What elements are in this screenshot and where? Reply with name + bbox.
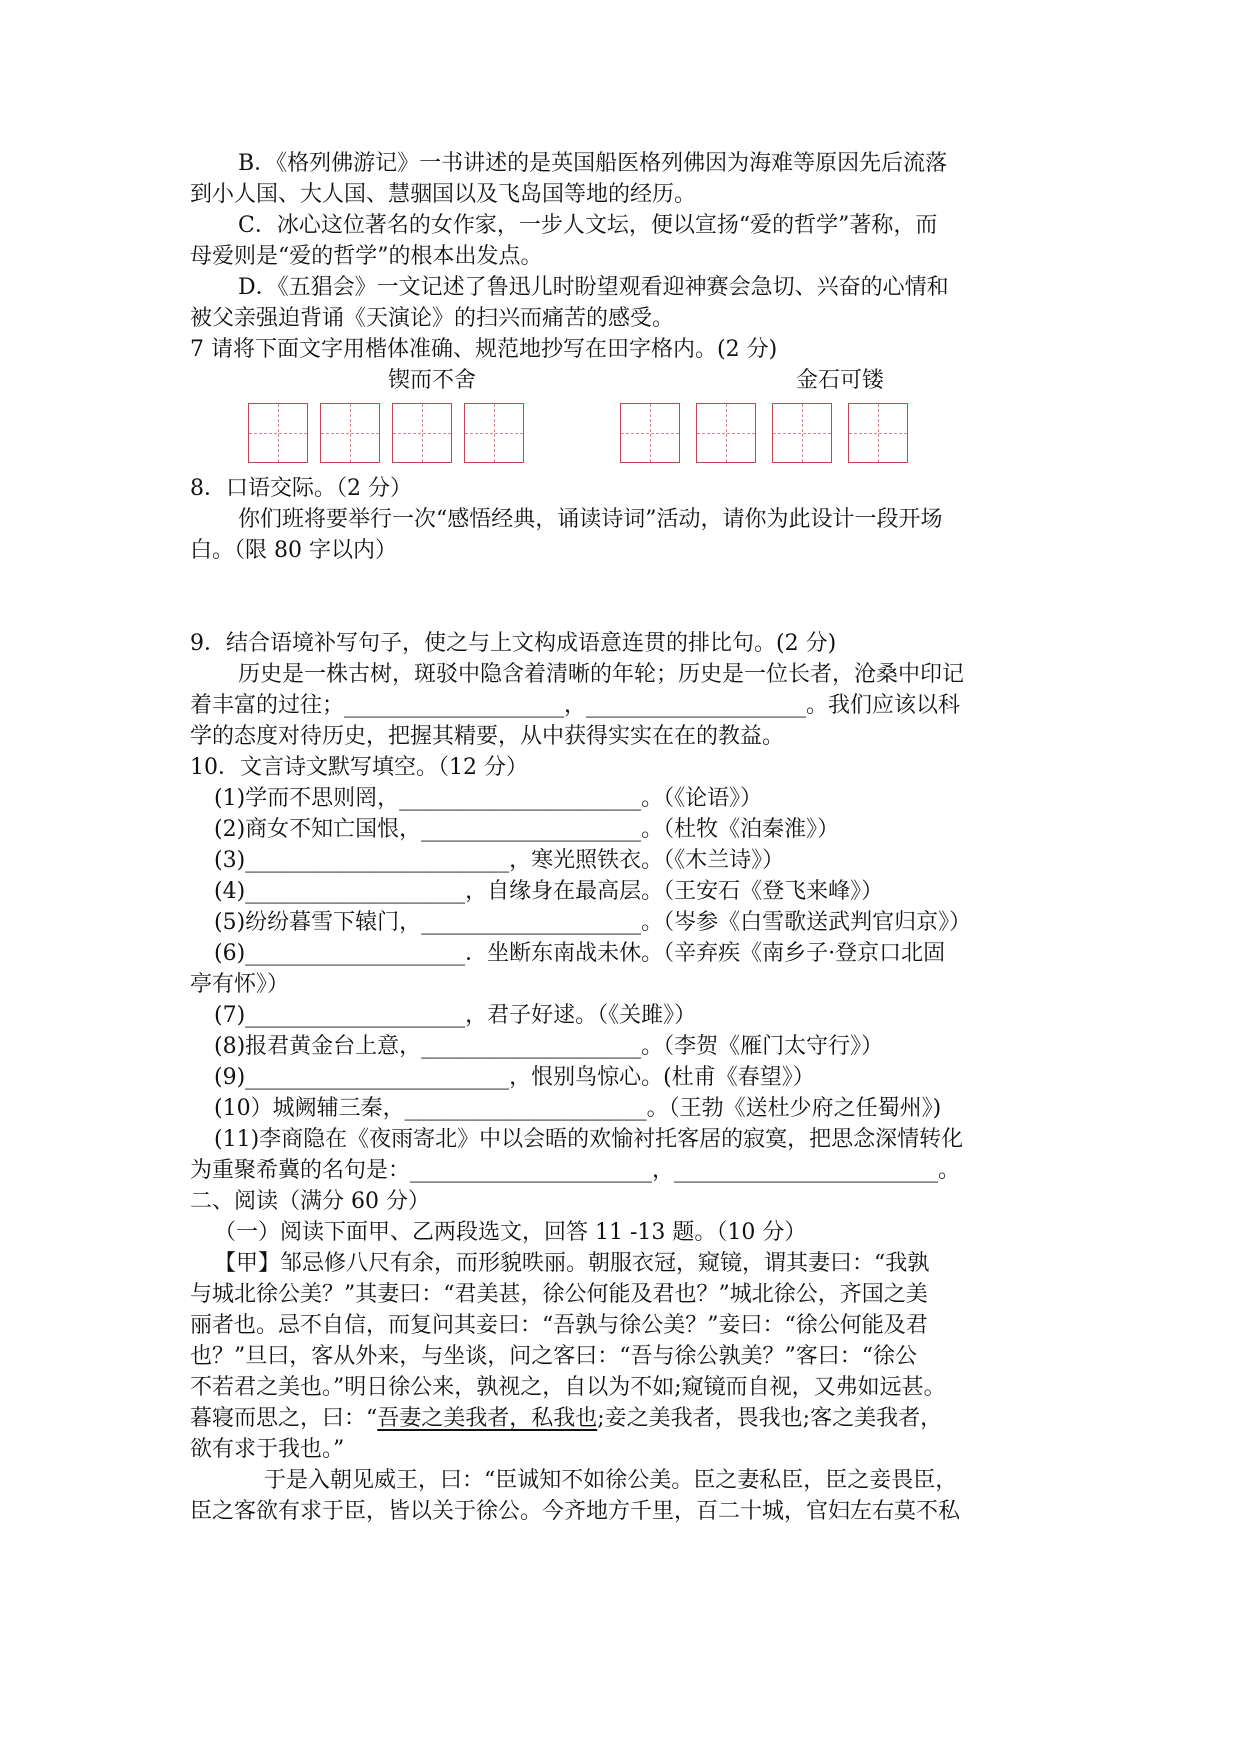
question-9-title: 9．结合语境补写句子，使之与上文构成语意连贯的排比句。(2 分): [190, 631, 837, 656]
answer-space[interactable]: [190, 566, 1070, 628]
question-10-item: (10）城阙辅三秦，______________________。（王勃《送杜少府之任蜀州》): [214, 1096, 942, 1121]
grid-cell[interactable]: [392, 403, 452, 463]
passage-jia-line: 于是入朝见威王，曰：“臣诚知不如徐公美。臣之妻私臣，臣之妾畏臣，: [264, 1468, 958, 1493]
grid-cell[interactable]: [248, 403, 308, 463]
underlined-sentence: 吾妻之美我者，私我也: [377, 1406, 598, 1431]
option-b-line2: 到小人国、大人国、慧骃国以及飞岛国等地的经历。: [190, 182, 697, 207]
question-10-item: (8)报君黄金台上意，____________________。（李贺《雁门太守行》）: [214, 1034, 884, 1059]
phrase-1-label: 锲而不舍: [388, 368, 477, 393]
question-10-item: 亭有怀》）: [190, 972, 290, 997]
question-10-item: (9)________________________，恨别鸟惊心。(杜甫《春望》）: [214, 1065, 815, 1090]
text-segment: 暮寝而思之，曰：“: [190, 1406, 378, 1431]
passage-jia-line: [190, 1403, 1070, 1434]
exam-page: [190, 148, 1070, 1527]
question-9-line1: 历史是一株古树，斑驳中隐含着清晰的年轮；历史是一位长者，沧桑中印记: [238, 662, 965, 687]
tianzige-grid: [190, 399, 1070, 467]
question-10-item: (7)____________________，君子好逑。（《关雎》）: [214, 1003, 697, 1028]
passage-jia-line: 欲有求于我也。”: [190, 1437, 345, 1462]
grid-cell[interactable]: [696, 403, 756, 463]
question-10-item: (1)学而不思则罔，______________________。（《论语》）: [214, 786, 763, 811]
question-10-item: (4)____________________，自缘身在最高层。（王安石《登飞来峰》）: [214, 879, 884, 904]
question-10-item: (2)商女不知亡国恨，____________________。（杜牧《泊秦淮》）: [214, 817, 840, 842]
question-8-title: 8．口语交际。（2 分）: [190, 476, 412, 501]
reading-section-title: 二、阅读（满分 60 分）: [190, 1189, 430, 1214]
option-c-line2: 母爱则是“爱的哲学”的根本出发点。: [190, 244, 543, 269]
question-8-line2: 白。（限 80 字以内）: [190, 538, 397, 563]
grid-cell[interactable]: [320, 403, 380, 463]
question-9-line3: 学的态度对待历史，把握其精要，从中获得实实在在的教益。: [190, 724, 785, 749]
grid-cell[interactable]: [620, 403, 680, 463]
question-10-item: (5)纷纷暮雪下辕门，____________________。（岑参《白雪歌送武判官归京》）: [214, 910, 972, 935]
option-b-line1: B．《格列佛游记》一书讲述的是英国船医格列佛因为海难等原因先后流落: [238, 151, 948, 176]
question-10-item: (6)____________________．坐断东南战未休。（辛弃疾《南乡子·登京口北固: [214, 941, 946, 966]
passage-jia-line: 也？”旦曰，客从外来，与坐谈，问之客曰：“吾与徐公孰美？”客曰：“徐公: [190, 1344, 917, 1369]
option-c-line1: C．冰心这位著名的女作家，一步人文坛，便以宣扬“爱的哲学”著称，而: [238, 213, 938, 238]
question-8-line1: 你们班将要举行一次“感悟经典，诵读诗词”活动，请你为此设计一段开场: [238, 507, 943, 532]
grid-cell[interactable]: [848, 403, 908, 463]
passage-jia-line: 与城北徐公美？”其妻曰：“君美甚，徐公何能及君也？”城北徐公，齐国之美: [190, 1282, 928, 1307]
option-d-line1: D．《五猖会》一文记述了鲁迅儿时盼望观看迎神赛会急切、兴奋的心情和: [238, 275, 949, 300]
passage-jia-line: 不若君之美也。”明日徐公来，孰视之，自以为不如;窥镜而自视，又弗如远甚。: [190, 1375, 946, 1400]
passage-jia-line: 【甲】邹忌修八尺有余，而形貌昳丽。朝服衣冠，窥镜，谓其妻曰：“我孰: [214, 1251, 930, 1276]
question-10-title: 10．文言诗文默写填空。（12 分）: [190, 755, 528, 780]
passage-jia-line: 臣之客欲有求于臣，皆以关于徐公。今齐地方千里，百二十城，官妇左右莫不私: [190, 1499, 961, 1524]
question-10-item: (3)________________________，寒光照铁衣。（《木兰诗》）: [214, 848, 785, 873]
grid-cell[interactable]: [464, 403, 524, 463]
text-segment: ;妾之美我者，畏我也;客之美我者，: [597, 1406, 943, 1431]
phrase-2-label: 金石可镂: [796, 368, 885, 393]
question-9-line2: 着丰富的过往；____________________，____________________。我们应该以科: [190, 693, 961, 718]
reading-subsection-title: （一）阅读下面甲、乙两段选文，回答 11 -13 题。（10 分）: [214, 1220, 807, 1245]
passage-jia-line: 丽者也。忌不自信，而复问其妾曰：“吾孰与徐公美？”妾曰：“徐公何能及君: [190, 1313, 928, 1338]
question-10-item: (11)李商隐在《夜雨寄北》中以会晤的欢愉衬托客居的寂寞，把思念深情转化: [214, 1127, 964, 1152]
question-10-item: 为重聚希冀的名句是：______________________，________________________。: [190, 1158, 961, 1183]
question-7-prompt: 7 请将下面文字用楷体准确、规范地抄写在田字格内。(2 分): [190, 337, 778, 362]
grid-cell[interactable]: [772, 403, 832, 463]
grid-labels: [190, 365, 1070, 399]
option-d-line2: 被父亲强迫背诵《天演论》的扫兴而痛苦的感受。: [190, 306, 675, 331]
